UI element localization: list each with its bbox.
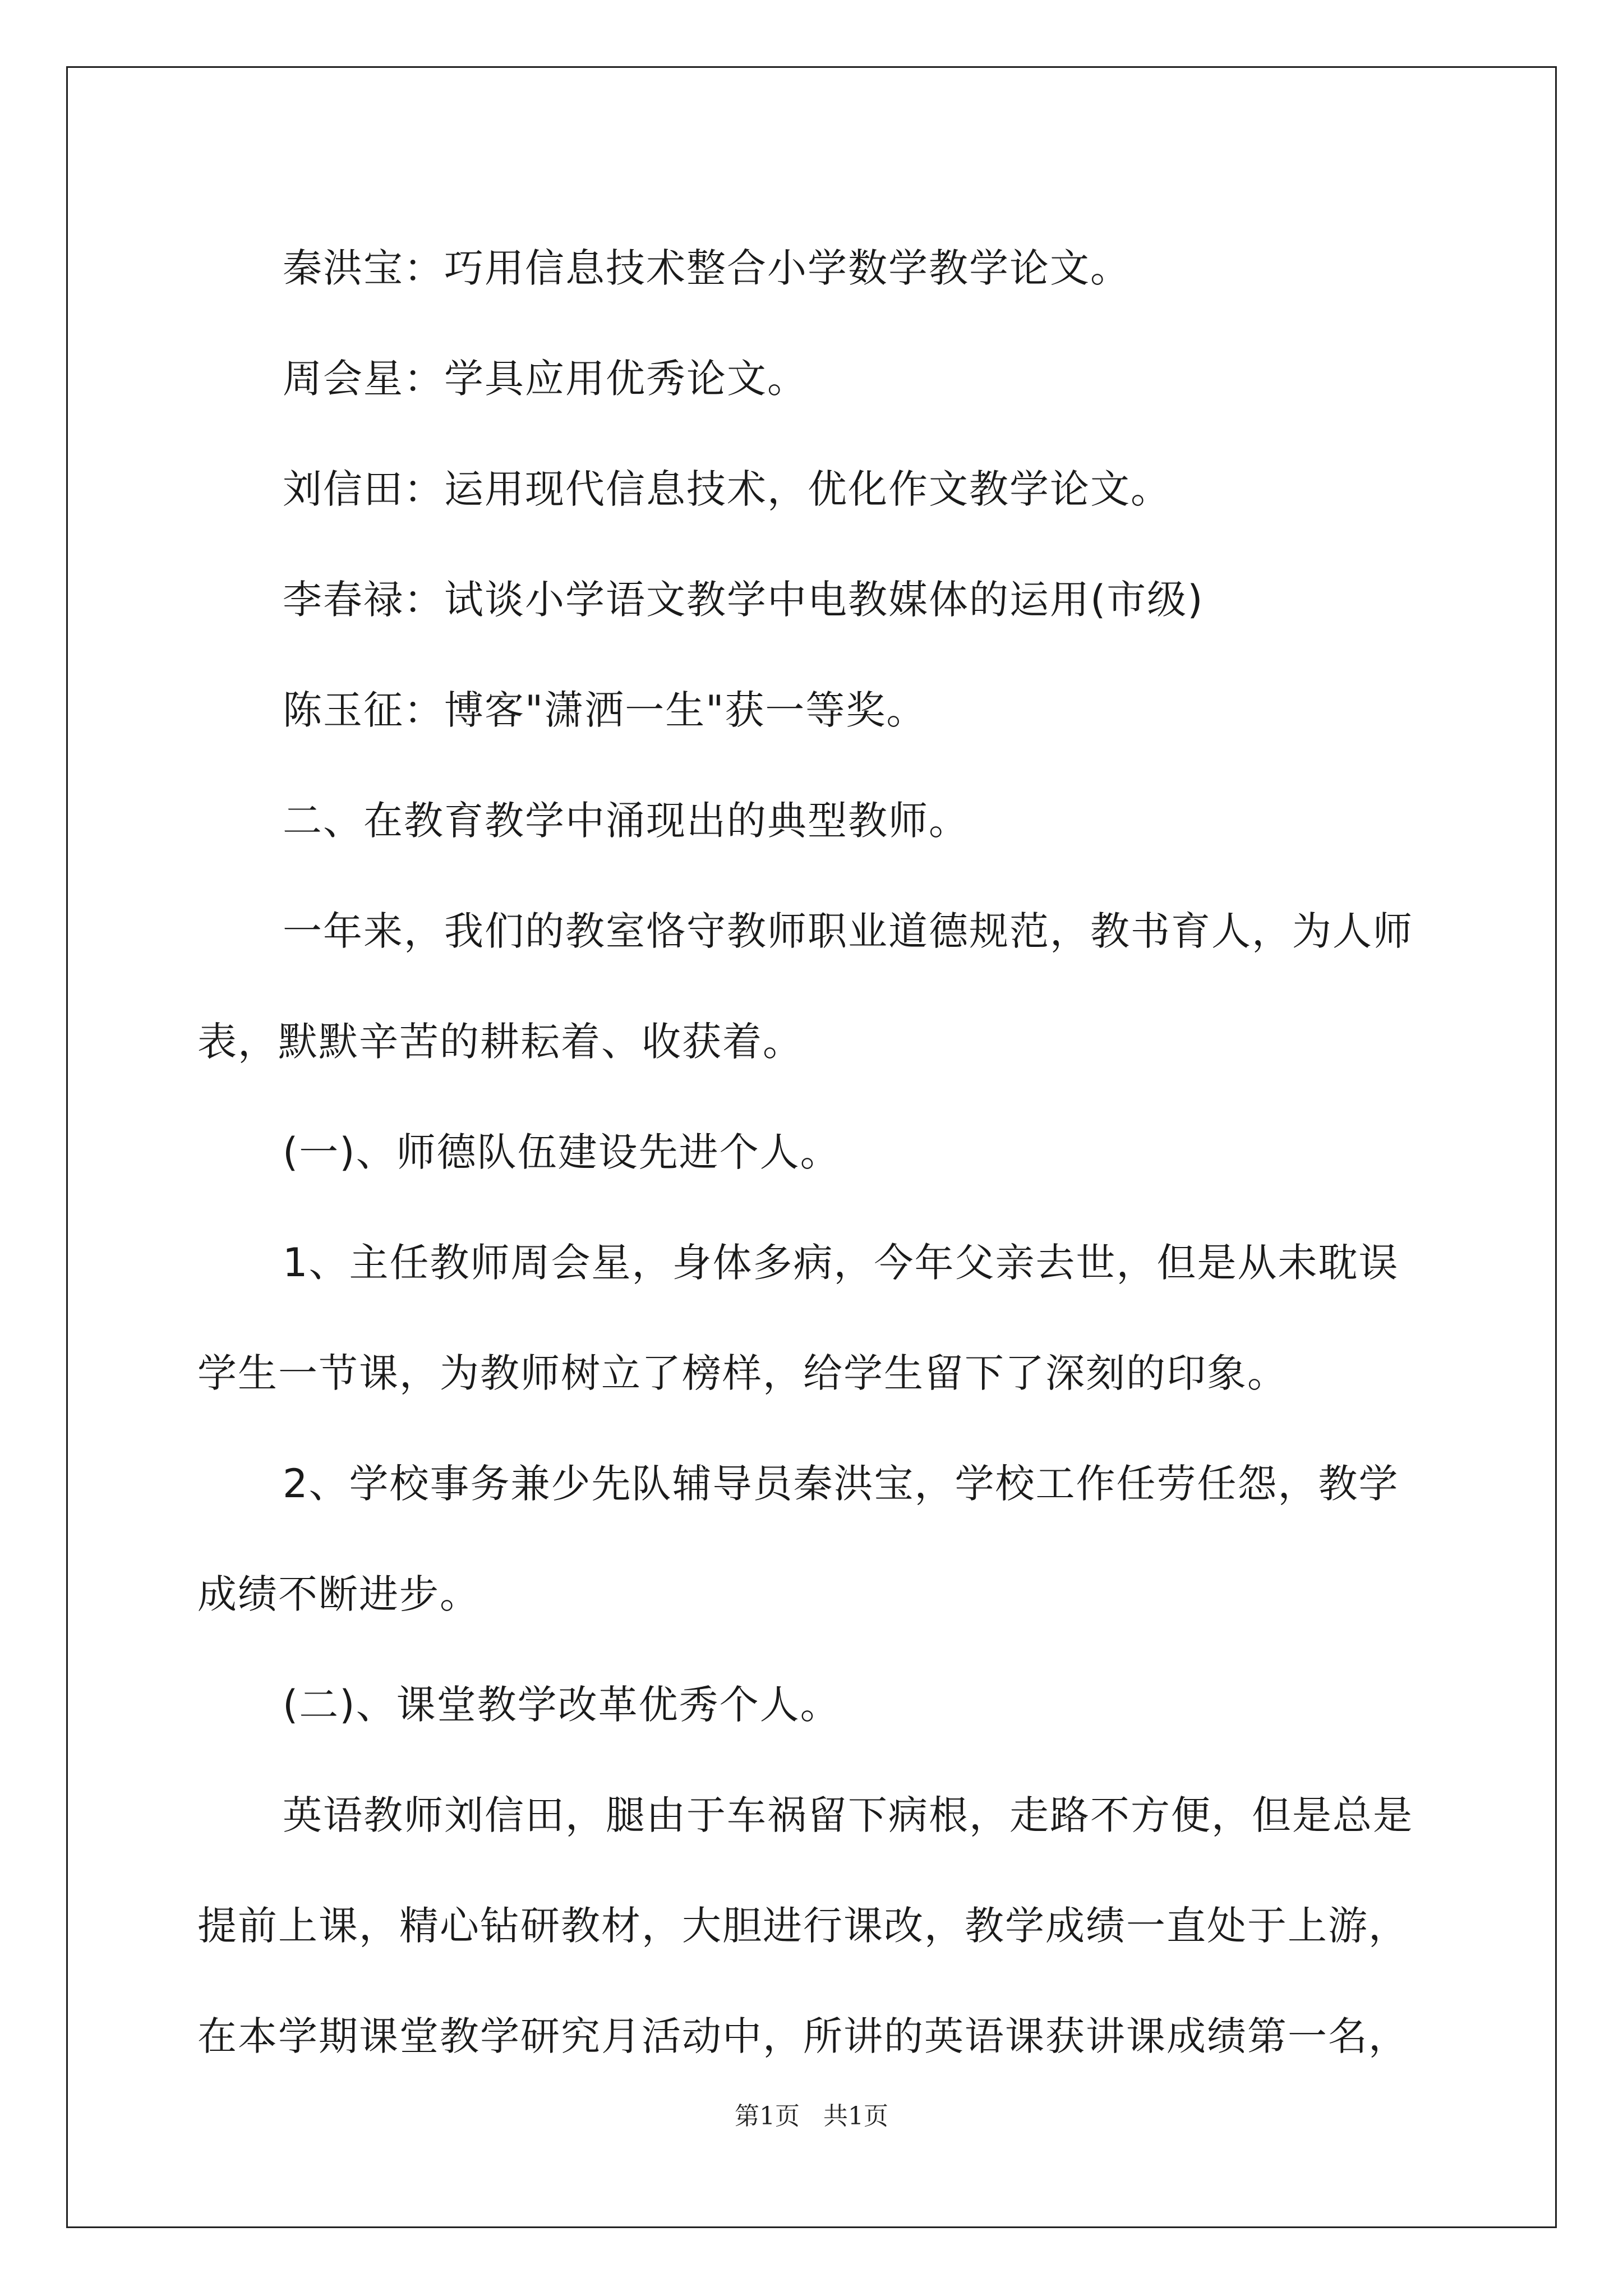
paragraph-award-zhou: 周会星：学具应用优秀论文。 — [283, 356, 808, 402]
subheading-ethics: (一)、师德队伍建设先进个人。 — [283, 1129, 841, 1175]
document-body — [197, 213, 1426, 2092]
paragraph-ethics-item-2: 2、学校事务兼少先队辅导员秦洪宝，学校工作任劳任怨，教学成绩不断进步。 — [197, 1461, 1399, 1617]
paragraph-award-qin: 秦洪宝：巧用信息技术整合小学数学教学论文。 — [283, 245, 1131, 291]
paragraph-intro: 一年来，我们的教室恪守教师职业道德规范，教书育人，为人师表，默默辛苦的耕耘着、收获着。 — [197, 908, 1413, 1065]
section-heading-typical-teachers: 二、在教育教学中涌现出的典型教师。 — [283, 798, 969, 844]
subheading-classroom-reform: (二)、课堂教学改革优秀个人。 — [283, 1682, 841, 1728]
paragraph-award-chen: 陈玉征：博客"潇洒一生"获一等奖。 — [283, 687, 927, 733]
paragraph-english-teacher: 英语教师刘信田，腿由于车祸留下病根，走路不方便，但是总是提前上课，精心钻研教材，大胆进行课改，教学成绩一直处于上游，在本学期课堂教学研究月活动中，所讲的英语课获讲课成绩第一名， — [197, 1792, 1413, 2059]
paragraph-award-liu: 刘信田：运用现代信息技术，优化作文教学论文。 — [283, 466, 1171, 512]
paragraph-ethics-item-1: 1、主任教师周会星，身体多病，今年父亲去世，但是从未耽误学生一节课，为教师树立了榜样，给学生留下了深刻的印象。 — [197, 1240, 1399, 1396]
page-footer: 第1页 共1页 — [735, 2102, 888, 2131]
paragraph-award-li: 李春禄：试谈小学语文教学中电教媒体的运用(市级) — [283, 577, 1204, 623]
